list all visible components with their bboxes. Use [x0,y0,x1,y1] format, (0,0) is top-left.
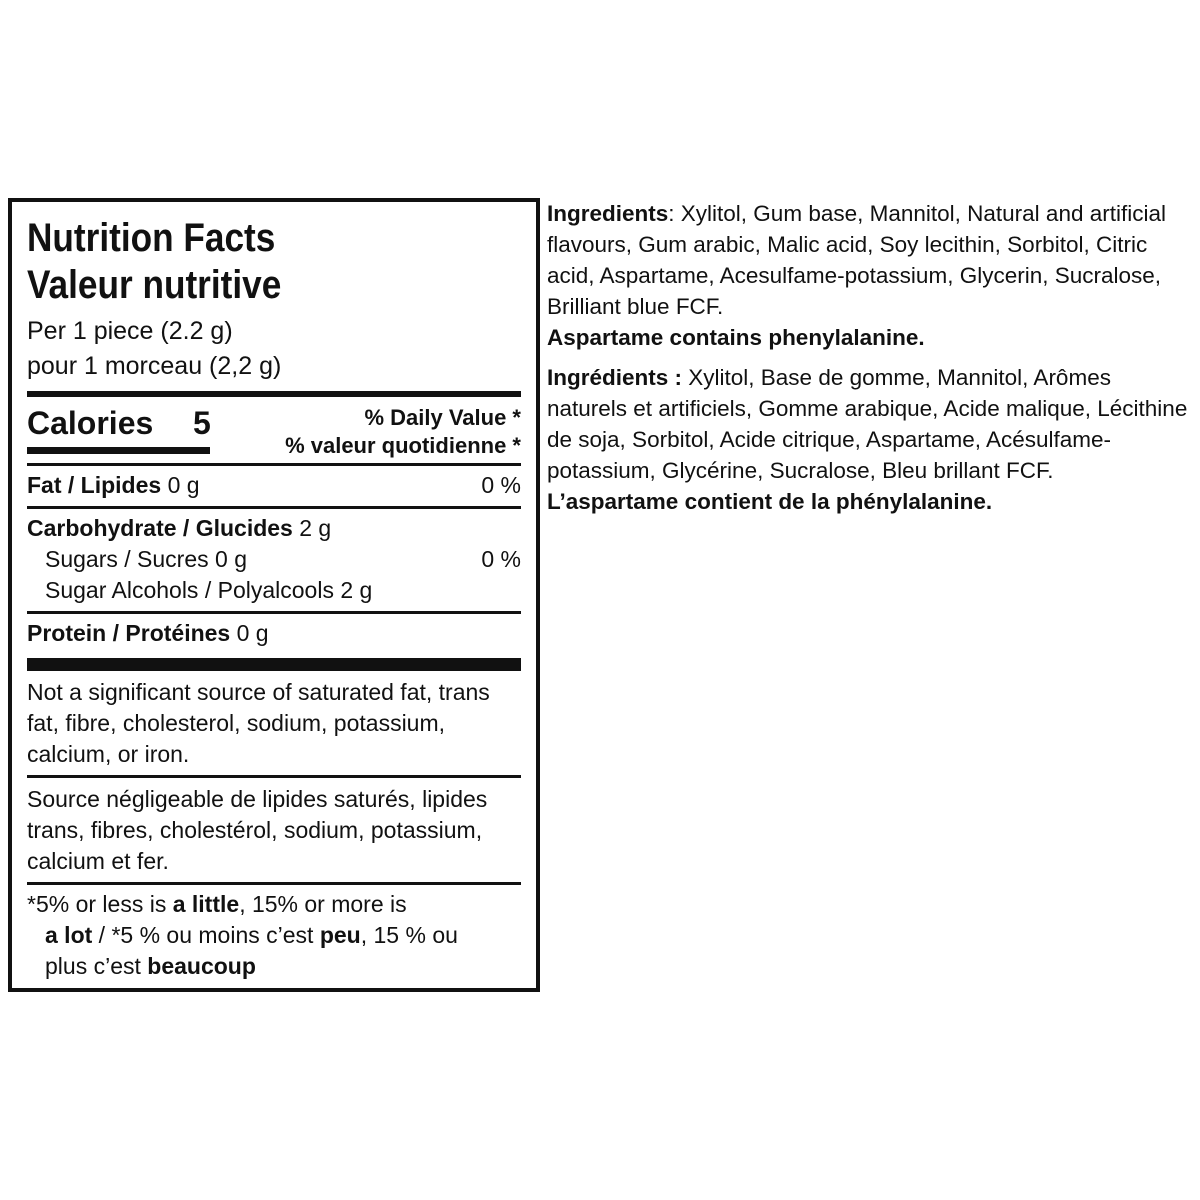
daily-value-en: % Daily Value * [364,405,521,430]
footnote-part: plus c’est [45,953,148,979]
daily-value-header [285,404,521,460]
serving-size [27,314,521,384]
ingredients-block [547,198,1197,517]
sugars-dv: 0 % [481,546,521,572]
footnote-part: , 15 % ou [360,922,458,948]
not-significant-en: Not a significant source of saturated fat, trans fat, fibre, cholesterol, sodium, potassium, calcium, or iron. [27,679,490,767]
carb-amount: 2 g [292,515,332,541]
carb-label: Carbohydrate / Glucides [27,515,293,541]
footnote-part: , 15% or more is [239,891,407,917]
ingredients-fr-text: Xylitol, Base de gomme, Mannitol, Arômes naturels et artificiels, Gomme arabique, Acide malique, Lécithine de soja, Sorbitol, Acide citrique, Aspartame, Acésulfame-potassium, Glycérine, Sucralose, Bleu brillant FCF. [547,365,1188,483]
footnote-bold: a little [172,891,240,917]
footnote-part: *5% or less is [27,891,173,917]
ingredients-en-warning: Aspartame contains phenylalanine. [547,325,925,350]
protein-row [27,614,521,654]
footnote-part: / *5 % ou moins c’est [92,922,320,948]
title-fr: Valeur nutritive [27,263,282,307]
sugars-text: Sugars / Sucres 0 g [45,546,247,572]
fat-label: Fat / Lipides [27,472,162,498]
calories-row [27,397,521,457]
carbohydrate-block [27,509,521,611]
nutrition-facts-panel [8,198,540,992]
ingredients-fr [547,362,1197,486]
serving-fr: pour 1 morceau (2,2 g) [27,352,282,380]
title-en: Nutrition Facts [27,216,276,260]
ingredients-en-text: : Xylitol, Gum base, Mannitol, Natural and artificial flavours, Gum arabic, Malic acid, Soy lecithin, Sorbitol, Citric acid, Aspartame, Acesulfame-potassium, Glycerin, Sucralose, Brilliant blue FCF. [547,201,1166,319]
ingredients-fr-label: Ingrédients : [547,365,683,390]
daily-value-fr: % valeur quotidienne * [285,433,521,458]
protein-label: Protein / Protéines [27,620,231,646]
not-significant-fr: Source négligeable de lipides saturés, lipides trans, fibres, cholestérol, sodium, potassium, calcium et fer. [27,786,488,874]
footnote-bold: peu [319,922,361,948]
footnote [27,885,521,982]
calories-value: 5 [193,405,211,441]
footnote-bold: beaucoup [147,953,256,979]
fat-amount: 0 g [161,472,200,498]
calories-underline [27,447,210,454]
footnote-bold: a lot [45,922,93,948]
ingredients-fr-warning: L’aspartame contient de la phénylalanine. [547,489,993,514]
fat-dv: 0 % [481,472,521,498]
divider-heavy [27,658,521,671]
sugar-alcohols-text: Sugar Alcohols / Polyalcools 2 g [45,577,373,603]
fat-row [27,466,521,506]
ingredients-en-label: Ingredients [547,201,669,226]
serving-en: Per 1 piece (2.2 g) [27,317,233,345]
nutrition-title [27,215,462,309]
ingredients-en [547,198,1197,322]
calories-label: Calories [27,405,154,441]
protein-amount: 0 g [230,620,269,646]
